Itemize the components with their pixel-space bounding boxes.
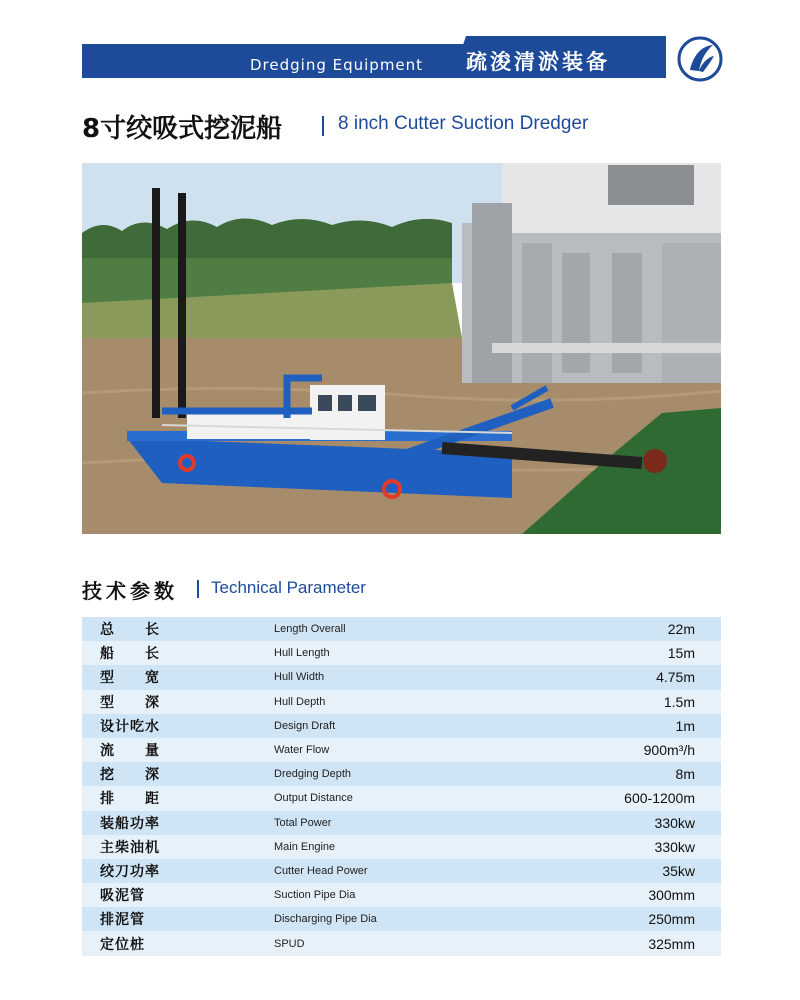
parameter-value: 1.5m bbox=[663, 693, 695, 710]
parameter-name-english: Suction Pipe Dia bbox=[274, 889, 356, 902]
parameter-name-chinese: 绞刀功率 bbox=[100, 863, 160, 880]
dredger-photo bbox=[82, 163, 721, 534]
parameter-value: 330kw bbox=[654, 838, 695, 855]
parameter-name-english: Hull Depth bbox=[274, 695, 326, 708]
table-row bbox=[82, 762, 721, 786]
table-row bbox=[82, 811, 721, 835]
parameter-name-english: Design Draft bbox=[274, 719, 336, 732]
section-title-english: Technical Parameter bbox=[211, 578, 366, 597]
parameter-name-chinese: 流 量 bbox=[100, 743, 160, 760]
table-row bbox=[82, 690, 721, 714]
parameter-value: 900m³/h bbox=[643, 742, 695, 759]
parameter-value: 35kw bbox=[662, 862, 695, 879]
table-row bbox=[82, 665, 721, 689]
parameter-name-chinese: 总 长 bbox=[100, 622, 160, 639]
title-divider bbox=[322, 116, 324, 136]
table-row bbox=[82, 786, 721, 810]
header-chinese-title: 疏浚清淤装备 bbox=[466, 50, 610, 74]
parameter-name-english: Cutter Head Power bbox=[274, 864, 368, 877]
header-english-title: Dredging Equipment bbox=[250, 56, 424, 74]
parameter-name-chinese: 挖 深 bbox=[100, 767, 160, 784]
product-title-chinese: 8寸绞吸式挖泥船 bbox=[82, 114, 283, 144]
parameter-name-chinese: 型 宽 bbox=[100, 670, 160, 687]
table-row bbox=[82, 907, 721, 931]
parameter-value: 4.75m bbox=[656, 669, 695, 686]
parameter-name-chinese: 主柴油机 bbox=[100, 839, 160, 856]
parameter-value: 330kw bbox=[654, 814, 695, 831]
parameter-name-chinese: 排 距 bbox=[100, 791, 160, 808]
parameter-name-chinese: 船 长 bbox=[100, 646, 160, 663]
parameter-name-chinese: 吸泥管 bbox=[100, 888, 145, 905]
section-title-chinese: 技术参数 bbox=[82, 579, 178, 603]
parameter-value: 325mm bbox=[648, 935, 695, 952]
parameter-value: 250mm bbox=[648, 911, 695, 928]
parameter-name-chinese: 定位桩 bbox=[100, 936, 145, 953]
parameter-name-english: Total Power bbox=[274, 816, 332, 829]
parameter-name-english: Length Overall bbox=[274, 623, 346, 636]
table-row bbox=[82, 883, 721, 907]
parameter-value: 600-1200m bbox=[624, 790, 695, 807]
parameter-name-chinese: 型 深 bbox=[100, 694, 160, 711]
parameter-value: 8m bbox=[675, 766, 695, 783]
parameter-name-english: Hull Length bbox=[274, 647, 330, 660]
parameter-name-chinese: 装船功率 bbox=[100, 815, 160, 832]
parameter-name-english: Water Flow bbox=[274, 744, 330, 757]
parameter-value: 15m bbox=[667, 645, 695, 662]
company-logo-icon bbox=[677, 36, 723, 82]
parameter-table bbox=[82, 617, 721, 956]
parameter-value: 1m bbox=[675, 717, 695, 734]
parameter-name-chinese: 排泥管 bbox=[100, 912, 145, 929]
table-row bbox=[82, 738, 721, 762]
parameter-name-chinese: 设计吃水 bbox=[100, 718, 160, 735]
table-row bbox=[82, 859, 721, 883]
table-row bbox=[82, 617, 721, 641]
parameter-name-english: Output Distance bbox=[274, 792, 353, 805]
parameter-value: 22m bbox=[667, 621, 695, 638]
table-row bbox=[82, 714, 721, 738]
product-title-english: 8 inch Cutter Suction Dredger bbox=[338, 113, 589, 134]
table-row bbox=[82, 931, 721, 955]
table-row bbox=[82, 835, 721, 859]
parameter-name-english: Hull Width bbox=[274, 671, 325, 684]
section-divider bbox=[197, 580, 199, 598]
parameter-name-english: SPUD bbox=[274, 937, 305, 950]
parameter-name-english: Dredging Depth bbox=[274, 768, 352, 781]
parameter-name-english: Main Engine bbox=[274, 840, 336, 853]
table-row bbox=[82, 641, 721, 665]
parameter-name-english: Discharging Pipe Dia bbox=[274, 913, 377, 926]
parameter-value: 300mm bbox=[648, 887, 695, 904]
